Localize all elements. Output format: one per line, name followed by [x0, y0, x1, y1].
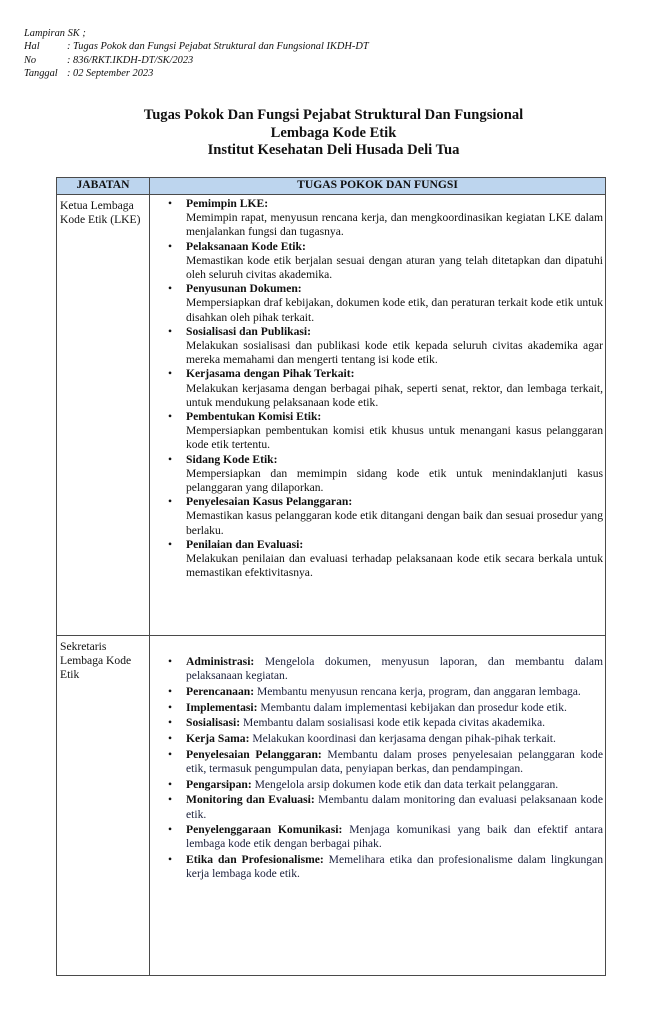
list-item — [150, 367, 603, 410]
title-line-3: Institut Kesehatan Deli Husada Deli Tua — [207, 142, 460, 158]
item-heading: Penyusunan Dokumen: — [186, 282, 302, 296]
item-heading: Implementasi: — [186, 700, 258, 714]
item-heading: Administrasi: — [186, 655, 255, 668]
list-item — [150, 197, 603, 240]
item-description: Membantu dalam monitoring dan evaluasi pelaksanaan kode etik. — [186, 793, 603, 821]
meta-row-tanggal — [24, 67, 369, 80]
bullet-icon: • — [168, 282, 173, 296]
bullet-icon: • — [168, 367, 173, 381]
list-item — [150, 655, 603, 683]
item-description: Mempersiapkan draf kebijakan, dokumen kode etik, dan peraturan terkait kode etik untuk disahkan oleh pihak terkait. — [186, 296, 603, 324]
item-heading: Penyelenggaraan Komunikasi: — [186, 823, 343, 837]
item-heading: Pemimpin LKE: — [186, 197, 269, 210]
list-item — [150, 793, 603, 821]
list-item — [150, 685, 603, 699]
tugas-cell — [150, 636, 606, 976]
list-item — [150, 240, 603, 283]
bullet-icon: • — [168, 239, 173, 253]
document-title — [0, 107, 667, 160]
item-description: Mengelola arsip dokumen kode etik dan data terkait pelanggaran. — [251, 777, 559, 791]
bullet-icon: • — [168, 495, 173, 509]
item-description: Membantu dalam implementasi kebijakan dan prosedur kode etik. — [257, 700, 567, 714]
bullet-icon: • — [168, 747, 173, 761]
table-header-row — [57, 178, 606, 195]
list-item — [150, 495, 603, 538]
item-heading: Pembentukan Komisi Etik: — [186, 410, 322, 424]
list-item — [150, 453, 603, 496]
item-description: Melakukan koordinasi dan kerjasama dengan pihak-pihak terkait. — [249, 732, 556, 746]
bullet-icon: • — [168, 410, 173, 424]
jabatan-cell: Ketua Lembaga Kode Etik (LKE) — [57, 195, 150, 636]
item-description: Mengelola dokumen, menyusun laporan, dan membantu dalam pelaksanaan kegiatan. — [186, 655, 603, 683]
tugas-cell — [150, 195, 606, 636]
bullet-icon: • — [168, 777, 173, 791]
item-heading: Penyelesaian Kasus Pelanggaran: — [186, 495, 353, 509]
bullet-icon: • — [168, 197, 173, 210]
item-description: Melakukan sosialisasi dan publikasi kode etik kepada seluruh civitas akademika agar mereka memahami dan mengerti tentang isi kode etik. — [186, 339, 603, 367]
tugas-list — [150, 655, 603, 882]
list-item — [150, 282, 603, 325]
item-description: Menjaga komunikasi yang baik dan efektif antara lembaga kode etik dengan berbagai pihak. — [186, 823, 603, 851]
item-description: Mempersiapkan dan memimpin sidang kode etik untuk menindaklanjuti kasus pelanggaran yang dilaporkan. — [186, 466, 603, 495]
item-description: Membantu dalam sosialisasi kode etik kepada civitas akademika. — [240, 716, 546, 730]
item-description: Membantu dalam proses penyelesaian pelanggaran kode etik, termasuk pengumpulan data, penyiapan berkas, dan pendampingan. — [186, 747, 603, 775]
bullet-icon: • — [168, 537, 173, 551]
item-description: Memimpin rapat, menyusun rencana kerja, dan mengkoordinasikan kegiatan LKE dalam menjalankan fungsi dan tugasnya. — [186, 211, 603, 239]
item-heading: Sosialisasi: — [186, 716, 241, 730]
bullet-icon: • — [168, 452, 173, 466]
item-description: Melakukan kerjasama dengan berbagai pihak, seperti senat, rektor, dan lembaga terkait, untuk mendukung pelaksanaan kode etik. — [186, 381, 603, 409]
tanggal-label: Tanggal — [24, 67, 58, 79]
bullet-icon: • — [168, 823, 173, 837]
item-description: Membantu menyusun rencana kerja, program, dan anggaran lembaga. — [254, 684, 581, 698]
bullet-icon: • — [168, 853, 173, 867]
hal-label: Hal — [24, 41, 40, 53]
list-item — [150, 701, 603, 715]
bullet-icon: • — [168, 716, 173, 730]
item-heading: Etika dan Profesionalisme: — [186, 853, 324, 867]
no-value: : 836/RKT.IKDH-DT/SK/2023 — [67, 54, 194, 66]
tupoksi-table — [56, 177, 606, 976]
list-item — [150, 778, 603, 792]
item-heading: Kerjasama dengan Pihak Terkait: — [186, 367, 355, 381]
list-item — [150, 325, 603, 368]
list-item — [150, 823, 603, 851]
item-heading: Sosialisasi dan Publikasi: — [186, 324, 312, 338]
item-heading: Penyelesaian Pelanggaran: — [186, 747, 322, 761]
tanggal-value: : 02 September 2023 — [67, 67, 154, 79]
item-heading: Pengarsipan: — [186, 777, 252, 791]
item-heading: Penilaian dan Evaluasi: — [186, 537, 304, 551]
document-meta — [24, 27, 369, 80]
meta-row-no — [24, 54, 369, 67]
list-item — [150, 538, 603, 581]
item-heading: Monitoring dan Evaluasi: — [186, 793, 315, 807]
item-description: Mempersiapkan pembentukan komisi etik khusus untuk menangani kasus pelanggaran kode etik tertentu. — [186, 424, 603, 452]
item-description: Memelihara etika dan profesionalisme dalam lingkungan kerja lembaga kode etik. — [186, 853, 604, 881]
tugas-list — [150, 197, 603, 580]
header-tugas: TUGAS POKOK DAN FUNGSI — [150, 178, 606, 195]
item-description: Memastikan kasus pelanggaran kode etik ditangani dengan baik dan sesuai prosedur yang berlaku. — [186, 509, 603, 537]
table-row — [57, 636, 606, 976]
no-label: No — [24, 54, 37, 66]
jabatan-cell: Sekretaris Lembaga Kode Etik — [57, 636, 150, 976]
list-item — [150, 716, 603, 730]
list-item — [150, 853, 603, 881]
list-item — [150, 732, 603, 746]
meta-row-hal — [24, 40, 369, 53]
item-description: Memastikan kode etik berjalan sesuai dengan aturan yang telah ditetapkan dan dipatuhi oleh seluruh civitas akademika. — [186, 253, 603, 282]
bullet-icon: • — [168, 324, 173, 338]
header-jabatan: JABATAN — [57, 178, 150, 195]
table-row — [57, 195, 606, 636]
bullet-icon: • — [168, 732, 173, 746]
hal-value: : Tugas Pokok dan Fungsi Pejabat Struktural dan Fungsional IKDH-DT — [67, 41, 369, 53]
item-heading: Pelaksanaan Kode Etik: — [186, 239, 306, 253]
item-description: Melakukan penilaian dan evaluasi terhadap pelaksanaan kode etik secara berkala untuk memastikan efektivitasnya. — [186, 552, 603, 580]
bullet-icon: • — [168, 655, 173, 668]
list-item — [150, 748, 603, 776]
title-line-1: Tugas Pokok Dan Fungsi Pejabat Struktural Dan Fungsional — [143, 107, 524, 123]
item-heading: Kerja Sama: — [186, 732, 250, 746]
bullet-icon: • — [168, 793, 173, 807]
item-heading: Perencanaan: — [186, 684, 255, 698]
item-heading: Sidang Kode Etik: — [186, 452, 278, 466]
title-line-2: Lembaga Kode Etik — [270, 124, 397, 141]
bullet-icon: • — [168, 684, 173, 698]
list-item — [150, 410, 603, 453]
lampiran-label: Lampiran SK ; — [24, 28, 86, 39]
bullet-icon: • — [168, 700, 173, 714]
